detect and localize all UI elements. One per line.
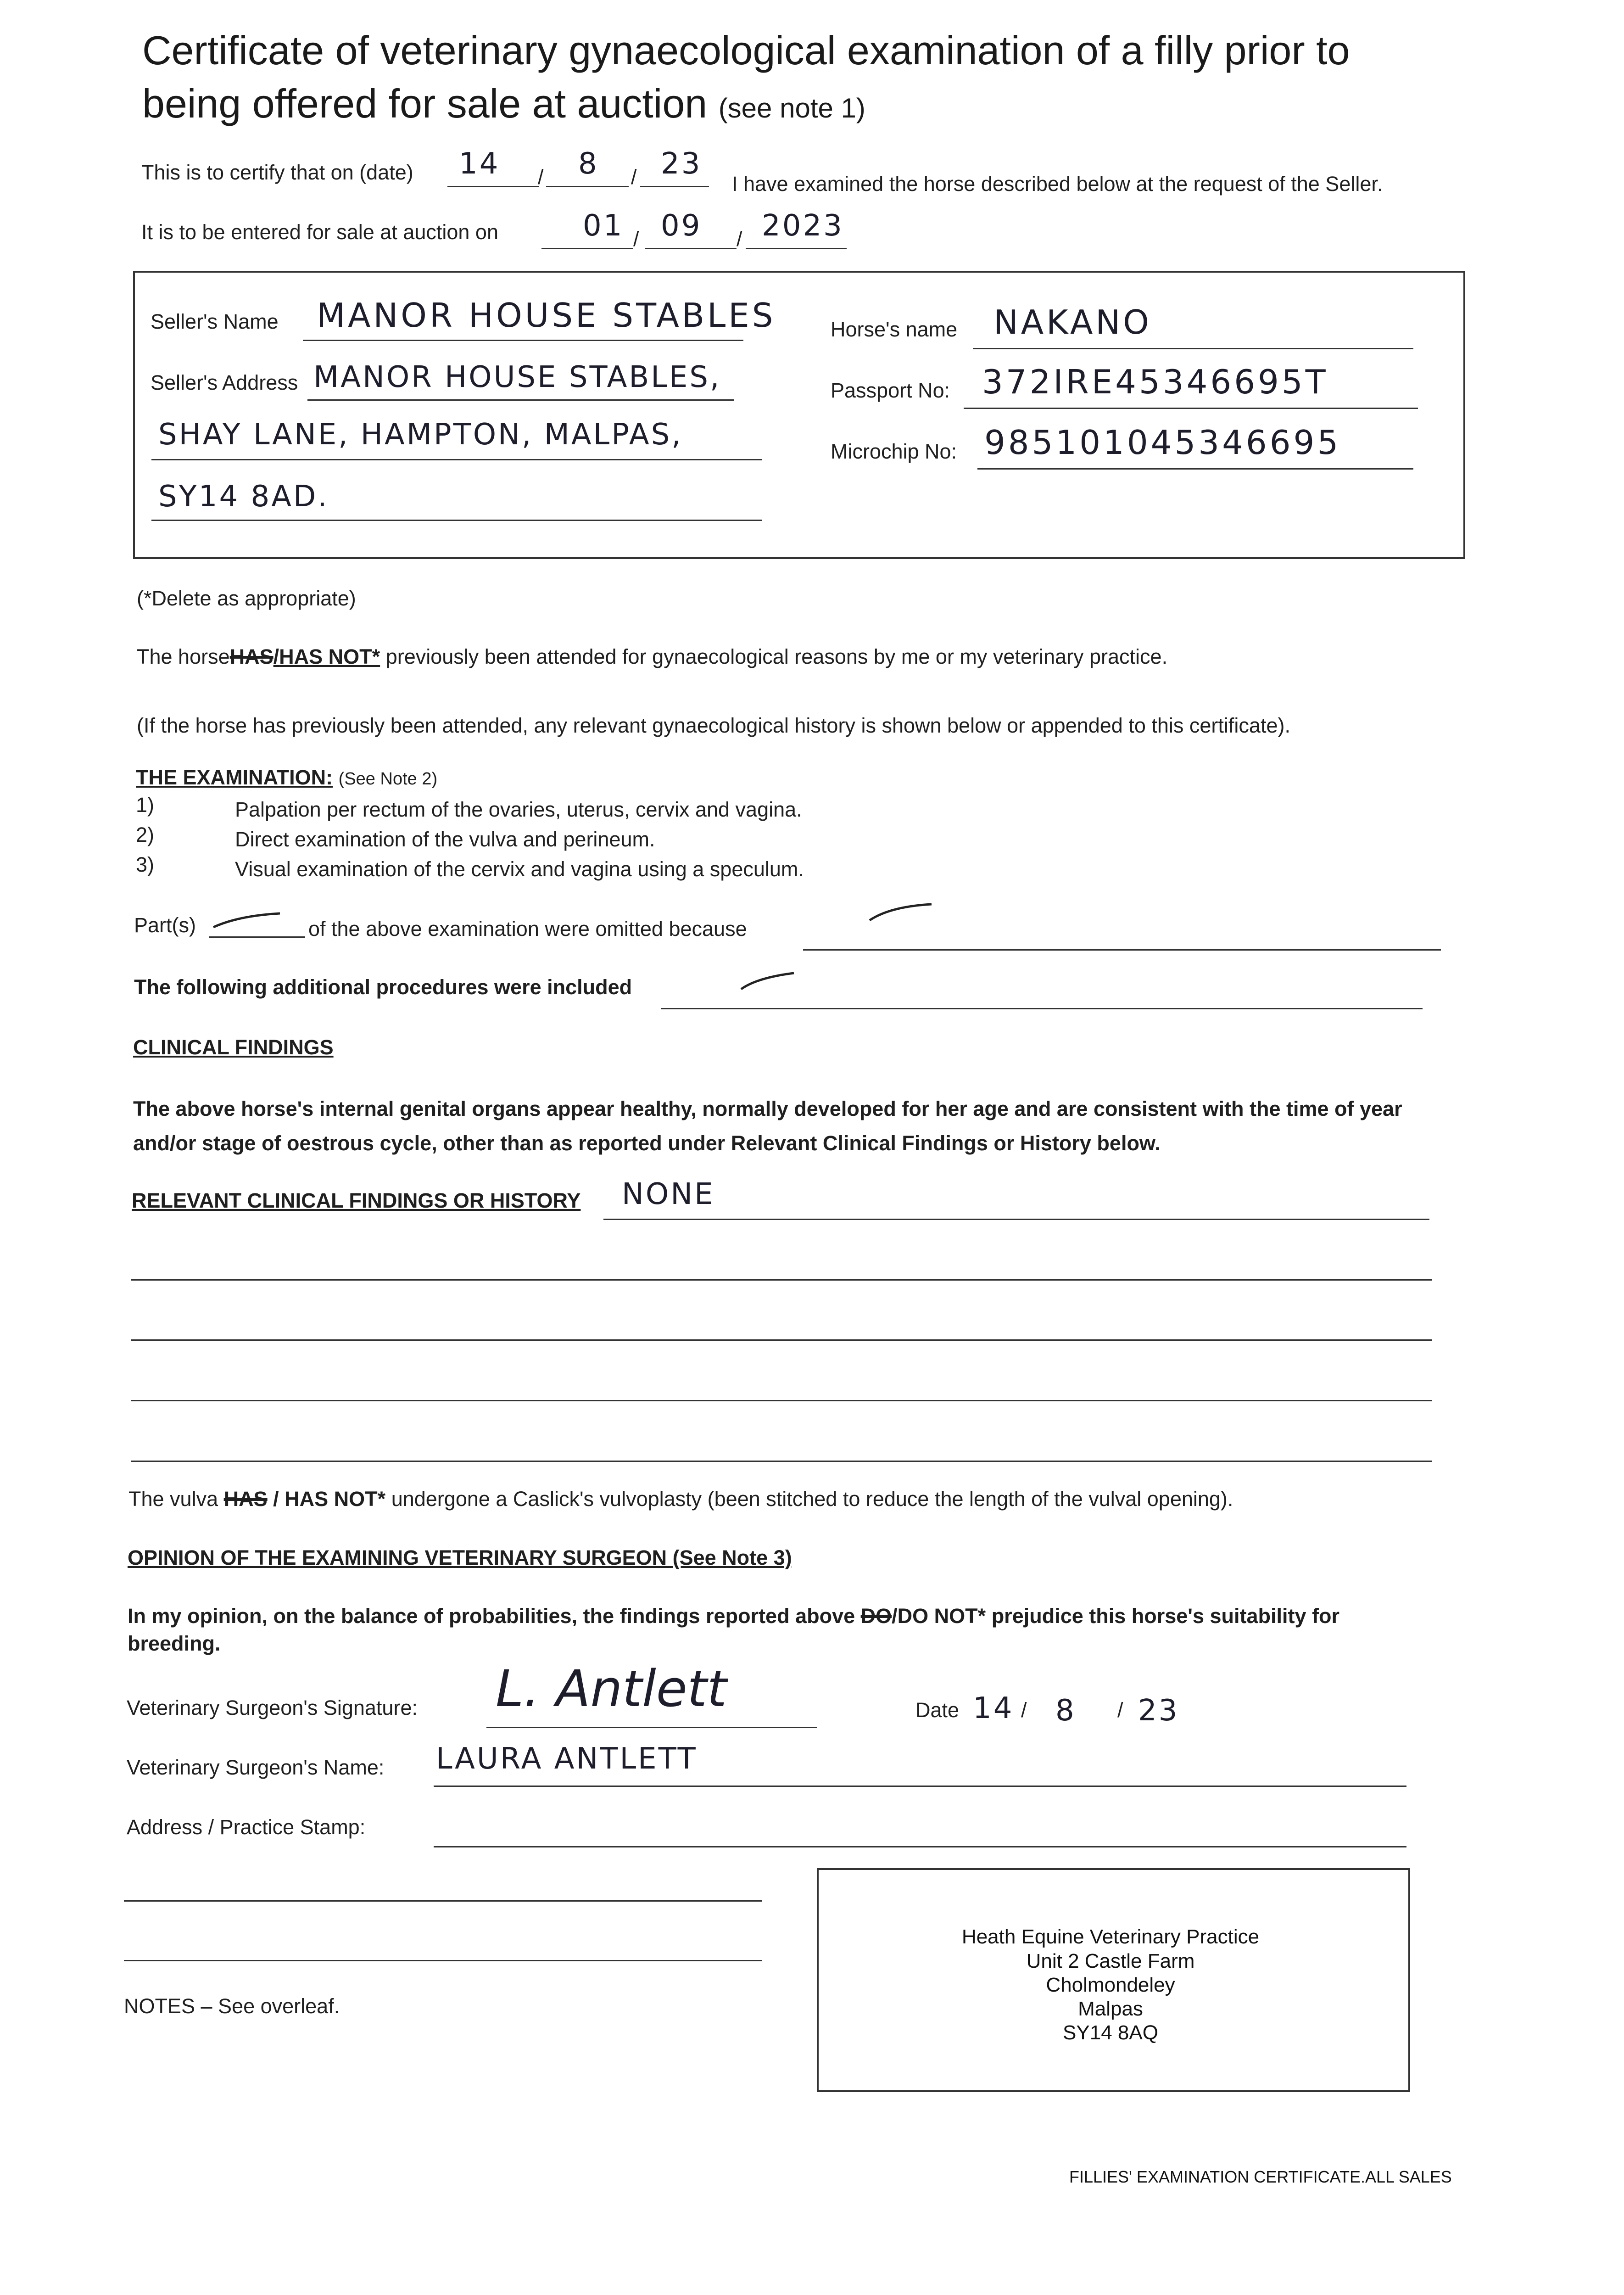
auction-slash-1: / xyxy=(633,227,639,251)
seller-name-line xyxy=(303,340,743,341)
stamp-line-4: Malpas xyxy=(1078,1998,1143,2020)
examination-heading xyxy=(136,766,437,789)
signature-line xyxy=(486,1727,817,1728)
additional-procedures-label: The following additional procedures were included xyxy=(134,975,632,999)
auction-day-line xyxy=(541,248,633,249)
date-day: 14 xyxy=(973,1691,1014,1725)
opinion-text-line2: breeding. xyxy=(128,1632,221,1655)
seller-address-line2: SHAY LANE, HAMPTON, MALPAS, xyxy=(158,418,683,452)
additional-dash-mark xyxy=(739,968,798,996)
certify-year: 23 xyxy=(661,147,702,181)
notes-overleaf: NOTES – See overleaf. xyxy=(124,1994,340,2018)
exam-item-2-text: Direct examination of the vulva and perineum. xyxy=(235,828,655,851)
certify-slash-1: / xyxy=(538,165,544,189)
seller-name-value: MANOR HOUSE STABLES xyxy=(317,296,776,335)
vet-name-line xyxy=(434,1786,1406,1787)
previous-kept: HAS NOT* xyxy=(279,645,380,668)
stamp-line-2: Unit 2 Castle Farm xyxy=(1026,1950,1195,1972)
previous-prefix: The horse xyxy=(137,645,230,668)
examination-heading-text: THE EXAMINATION: xyxy=(136,766,333,789)
passport-label: Passport No: xyxy=(831,379,950,402)
omitted-dash-mark xyxy=(867,900,936,927)
delete-note: (*Delete as appropriate) xyxy=(137,587,356,610)
clinical-statement-line1: The above horse's internal genital organs appear healthy, normally developed for her age and are consistent with the time of year xyxy=(133,1097,1402,1120)
previous-note: (If the horse has previously been attended, any relevant gynaecological history is shown below or appended to this certificate). xyxy=(137,714,1290,737)
passport-value: 372IRE45346695T xyxy=(982,363,1328,401)
vulva-suffix: undergone a Caslick's vulvoplasty (been stitched to reduce the length of the vulval opening). xyxy=(391,1487,1233,1511)
certificate-title-line1: Certificate of veterinary gynaecological examination of a filly prior to xyxy=(142,28,1350,73)
additional-procedures-line xyxy=(661,1008,1423,1009)
seller-address-line1-rule xyxy=(307,399,734,401)
examination-heading-note: (See Note 2) xyxy=(338,769,438,789)
vulva-kept: / HAS NOT* xyxy=(273,1487,386,1511)
findings-line-3 xyxy=(131,1339,1432,1341)
certify-year-line xyxy=(640,186,709,187)
exam-item-3-text: Visual examination of the cervix and vagina using a speculum. xyxy=(235,857,804,881)
auction-month-line xyxy=(645,248,737,249)
parts-dash-mark xyxy=(211,907,285,934)
date-slash-2: / xyxy=(1117,1698,1123,1722)
certificate-title-line2 xyxy=(142,82,865,130)
exam-item-2-num: 2) xyxy=(136,823,155,846)
previous-slash: / xyxy=(273,645,279,668)
address-line-3 xyxy=(124,1960,762,1961)
date-year: 23 xyxy=(1138,1694,1179,1728)
findings-line-5 xyxy=(131,1461,1432,1462)
certify-prefix: This is to certify that on (date) xyxy=(141,161,413,184)
exam-item-1-num: 1) xyxy=(136,793,155,817)
address-line-2 xyxy=(124,1900,762,1902)
auction-month: 09 xyxy=(661,209,702,243)
previous-suffix: previously been attended for gynaecological reasons by me or my veterinary practice. xyxy=(385,645,1168,668)
findings-line-4 xyxy=(131,1400,1432,1401)
relevant-findings-line xyxy=(603,1219,1429,1220)
opinion-struck: DO xyxy=(860,1604,892,1628)
parts-prefix: Part(s) xyxy=(134,913,196,937)
footer-label: FILLIES' EXAMINATION CERTIFICATE.ALL SALES xyxy=(1069,2167,1452,2186)
vet-name-label: Veterinary Surgeon's Name: xyxy=(127,1756,385,1779)
microchip-value: 985101045346695 xyxy=(984,423,1341,462)
auction-year: 2023 xyxy=(762,209,844,243)
exam-item-3-num: 3) xyxy=(136,853,155,876)
exam-item-1-text: Palpation per rectum of the ovaries, uterus, cervix and vagina. xyxy=(235,798,802,821)
seller-address-line3-rule xyxy=(151,520,762,521)
certify-day: 14 xyxy=(459,147,500,181)
microchip-label: Microchip No: xyxy=(831,440,957,463)
opinion-kept: /DO NOT* xyxy=(892,1604,986,1628)
findings-line-2 xyxy=(131,1279,1432,1281)
seller-address-line2-rule xyxy=(151,459,762,460)
signature-value: L. Antlett xyxy=(496,1659,727,1718)
previous-attendance-line xyxy=(137,645,1167,669)
opinion-text-line1 xyxy=(128,1604,1339,1628)
clinical-statement-line2: and/or stage of oestrous cycle, other than as reported under Relevant Clinical Findings or History below. xyxy=(133,1131,1161,1155)
relevant-findings-label: RELEVANT CLINICAL FINDINGS OR HISTORY xyxy=(132,1189,581,1212)
parts-line xyxy=(209,936,305,938)
certify-month-line xyxy=(546,186,629,187)
seller-name-label: Seller's Name xyxy=(151,310,279,333)
stamp-line-1: Heath Equine Veterinary Practice xyxy=(961,1926,1260,1948)
title-note: (see note 1) xyxy=(718,93,865,123)
auction-year-line xyxy=(746,248,847,249)
certify-slash-2: / xyxy=(631,165,637,189)
stamp-line-5: SY14 8AQ xyxy=(1063,2021,1158,2044)
horse-name-label: Horse's name xyxy=(831,318,958,341)
vet-name-value: LAURA ANTLETT xyxy=(436,1742,698,1776)
passport-line xyxy=(964,408,1418,409)
seller-address-line3: SY14 8AD. xyxy=(158,480,329,514)
stamp-line-3: Cholmondeley xyxy=(1046,1974,1175,1996)
certify-day-line xyxy=(447,186,539,187)
address-stamp-label: Address / Practice Stamp: xyxy=(127,1815,366,1839)
address-line-1 xyxy=(434,1846,1406,1847)
opinion-prefix: In my opinion, on the balance of probabilities, the findings reported above xyxy=(128,1604,855,1628)
horse-name-value: NAKANO xyxy=(993,303,1152,341)
signature-label: Veterinary Surgeon's Signature: xyxy=(127,1696,418,1719)
auction-slash-2: / xyxy=(737,227,742,251)
previous-struck: HAS xyxy=(229,645,273,668)
horse-name-line xyxy=(973,348,1413,349)
vulva-struck: HAS xyxy=(223,1487,268,1511)
relevant-findings-value: NONE xyxy=(622,1177,715,1211)
date-slash-1: / xyxy=(1021,1698,1027,1722)
date-label: Date xyxy=(915,1698,960,1722)
vulva-line xyxy=(128,1487,1233,1511)
opinion-heading: OPINION OF THE EXAMINING VETERINARY SURGEON (See Note 3) xyxy=(128,1546,792,1569)
auction-day: 01 xyxy=(583,209,624,243)
auction-prefix: It is to be entered for sale at auction on xyxy=(141,220,498,244)
omitted-reason-line xyxy=(803,949,1441,951)
certify-suffix: I have examined the horse described below at the request of the Seller. xyxy=(732,172,1383,196)
microchip-line xyxy=(977,468,1413,470)
parts-suffix: of the above examination were omitted because xyxy=(308,917,747,940)
seller-address-label: Seller's Address xyxy=(151,371,298,394)
vulva-prefix: The vulva xyxy=(128,1487,218,1511)
seller-address-line1: MANOR HOUSE STABLES, xyxy=(313,360,721,394)
title-text: being offered for sale at auction xyxy=(142,81,708,126)
opinion-suffix: prejudice this horse's suitability for xyxy=(991,1604,1340,1628)
date-month: 8 xyxy=(1055,1694,1076,1728)
clinical-findings-heading: CLINICAL FINDINGS xyxy=(133,1036,334,1059)
certify-month: 8 xyxy=(578,147,599,181)
